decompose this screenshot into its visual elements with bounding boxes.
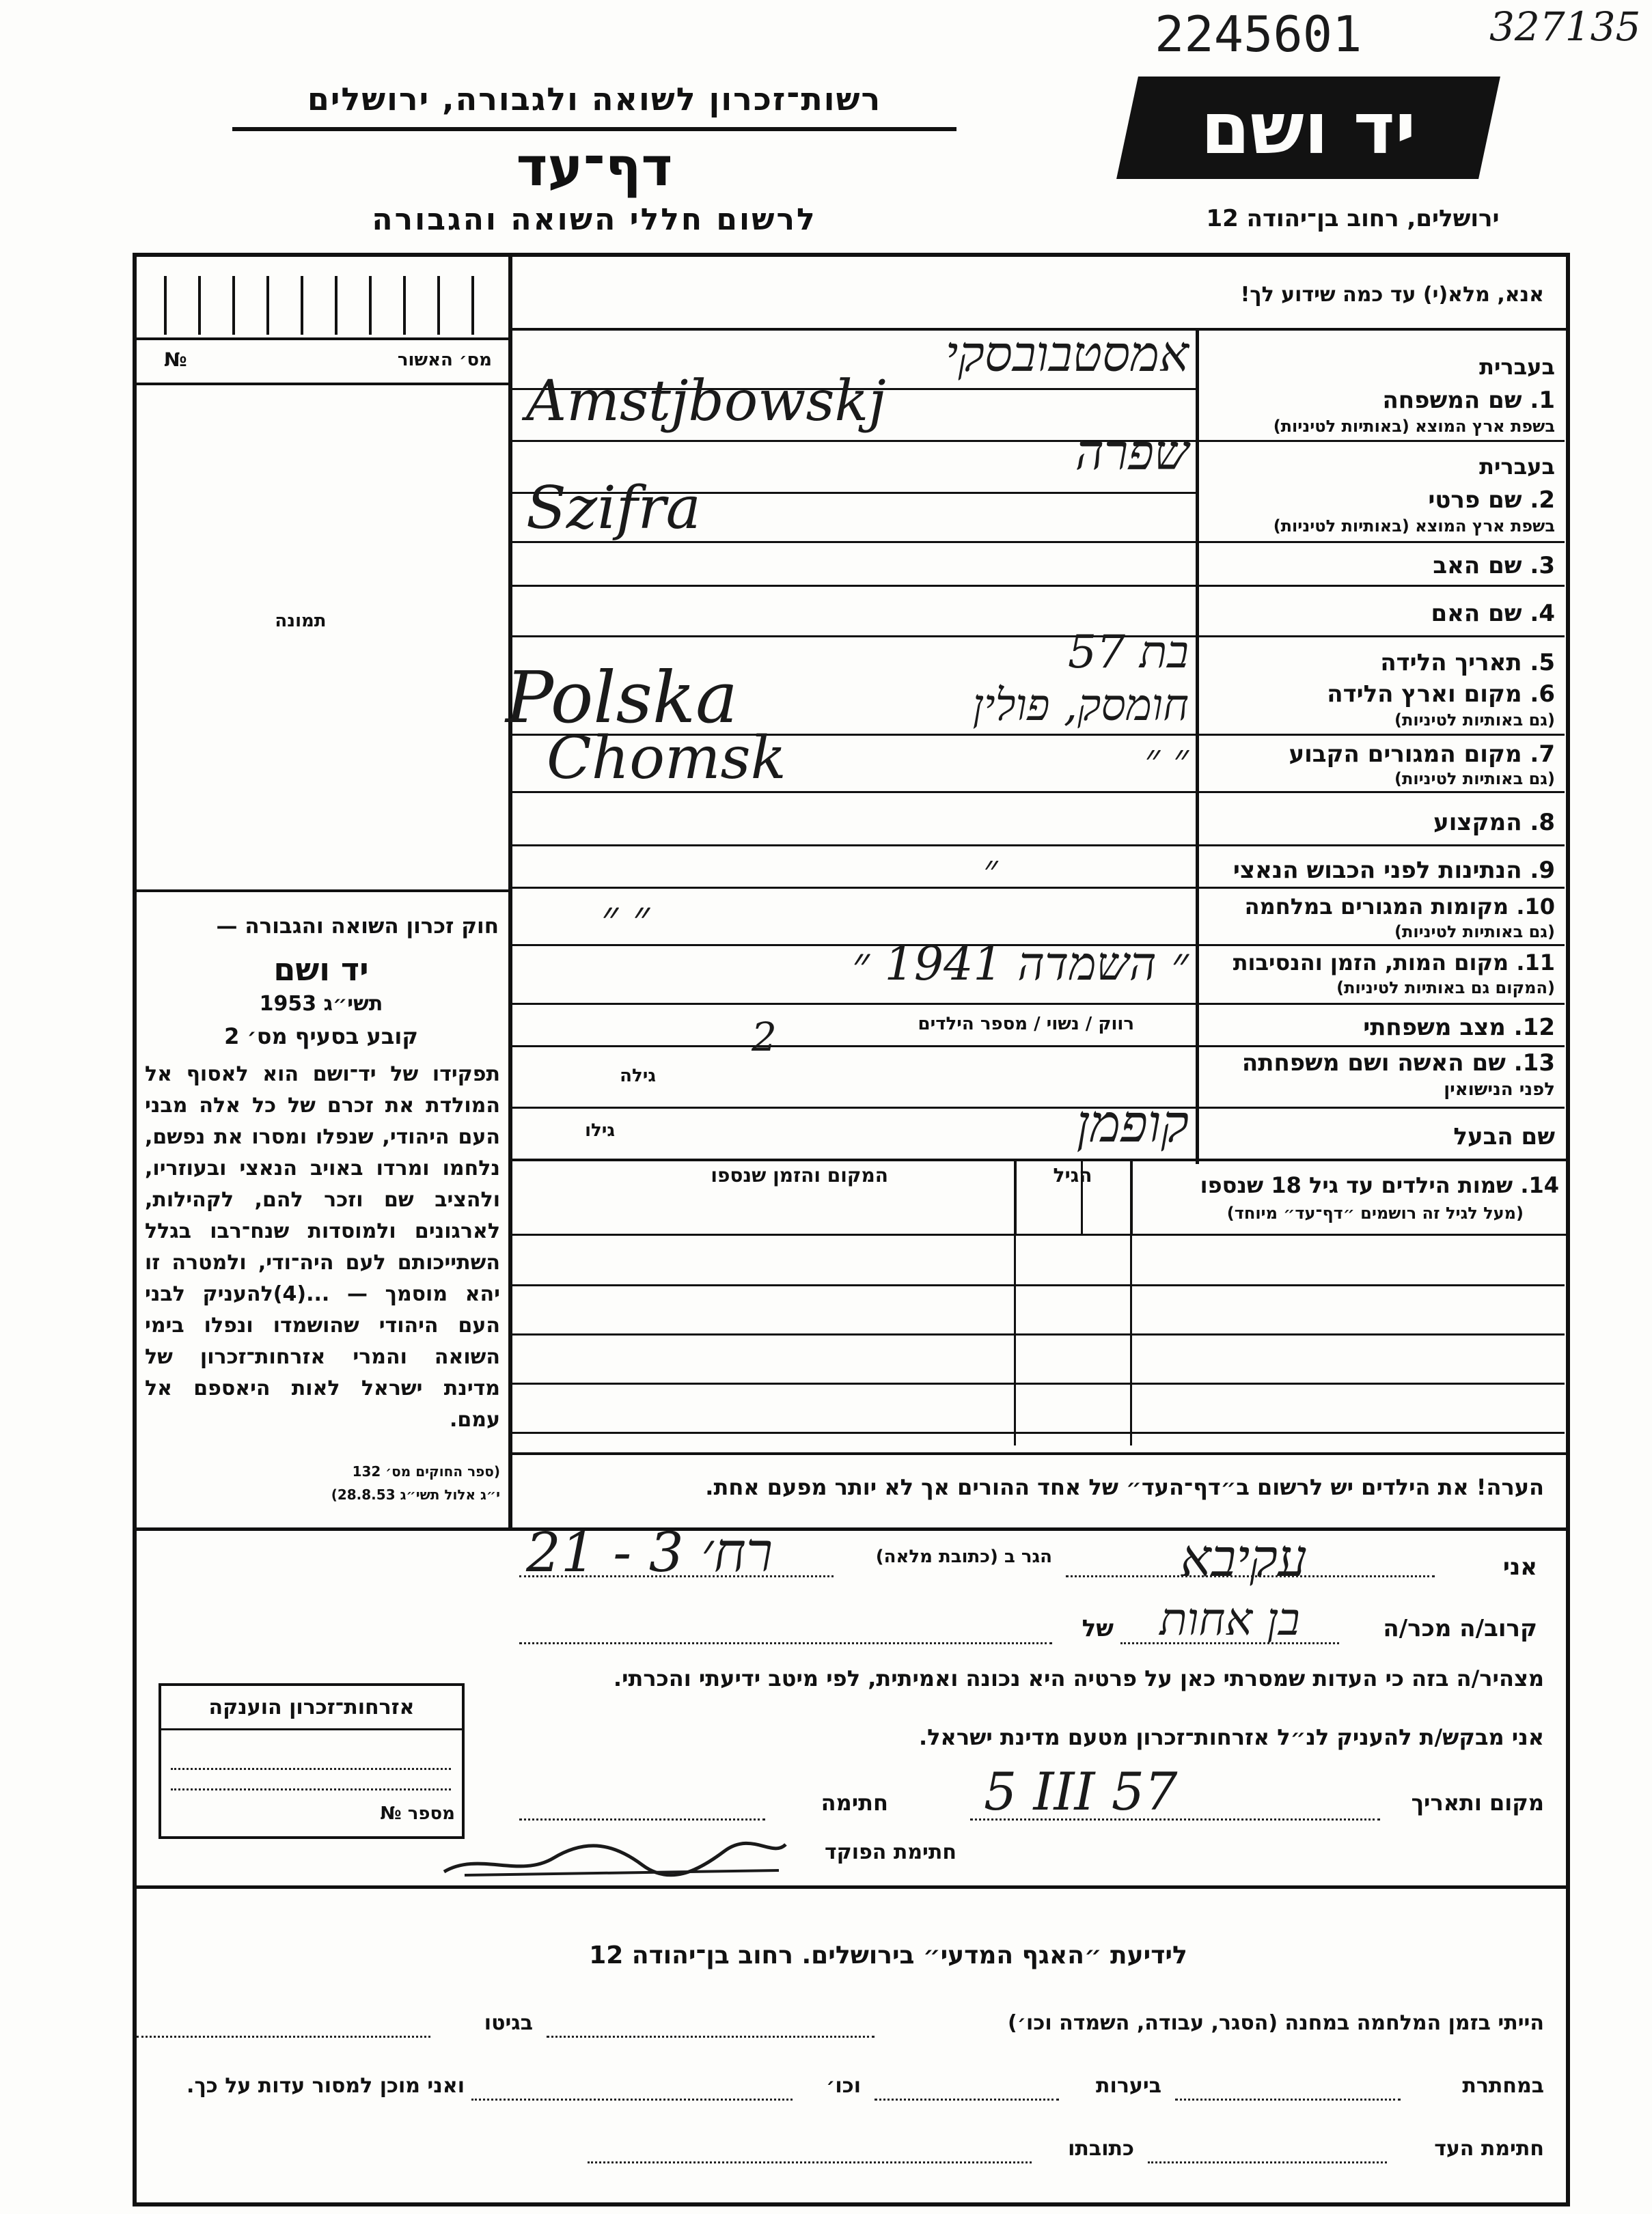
field-9-label <box>1202 857 1555 884</box>
label-rule-12 <box>1196 1045 1565 1047</box>
hw-declarant-address: רח׳ 3 - 21 <box>526 1521 773 1584</box>
law-name: יד ושם <box>273 951 369 988</box>
citizenship-dotted-2 <box>171 1788 451 1790</box>
field-9-num: 9. <box>1530 857 1555 884</box>
hw-birthplace-hebrew: חומסק, פולין <box>972 680 1189 731</box>
footer-forests-line <box>875 2099 1059 2101</box>
label-rule-6 <box>1196 734 1565 736</box>
label-rule-1 <box>1196 440 1565 442</box>
label-rule-13 <box>1196 1107 1565 1109</box>
citizenship-title: אזרחות־זכרון הוענקה <box>208 1696 415 1719</box>
marital-options: רווק / נשוי / מספר הילדים <box>918 1014 1134 1034</box>
signature-line <box>519 1818 765 1821</box>
place-date-label: מקום ותאריך <box>1411 1790 1544 1816</box>
field-11-sub: (המקום גם באותיות לטיניות) <box>1336 978 1555 997</box>
field-2-num: 2. <box>1530 486 1555 514</box>
field-11-num: 11. <box>1516 950 1555 975</box>
citizenship-no: מספר № <box>380 1803 455 1824</box>
children-place-col: המקום והזמן שנספו <box>711 1164 888 1187</box>
hw-surname-latin: Amstjbowskj <box>526 369 886 434</box>
declarant-of: של <box>1082 1615 1114 1642</box>
field-4-text: שם האם <box>1431 600 1522 627</box>
field-6-label <box>1202 680 1555 708</box>
field-1-num: 1. <box>1530 387 1555 414</box>
footer-ghetto: בגיטו <box>484 2011 533 2035</box>
labels-divider <box>1196 331 1199 1164</box>
field-7-text: מקום המגורים הקבוע <box>1289 741 1522 768</box>
field-10-text: מקומות המגורים במלחמה <box>1244 894 1509 919</box>
field-10-num: 10. <box>1516 894 1555 919</box>
field-1-sub: בשפת ארץ המוצא (באותיות לטיניות) <box>1273 417 1555 436</box>
footer-witness-sig: חתימת העד <box>1434 2137 1544 2161</box>
field-11-text: מקום המות, הזמן והנסיבות <box>1233 950 1509 975</box>
footer-etc-line <box>471 2099 793 2101</box>
hw-children-count: 2 <box>752 1014 777 1060</box>
field-12-text: מצב משפחתי <box>1363 1014 1506 1041</box>
declarant-resident: הגר ב (כתובת מלאה) <box>875 1547 1052 1567</box>
instruction: אנא, מלא(י) עד כמה שידוע לך! <box>1240 283 1544 307</box>
field-4-label <box>1202 600 1555 627</box>
approval-label: מס׳ האשור <box>397 350 492 370</box>
law-ref-2: י״ג אלול תשי״ג 28.8.53) <box>331 1486 500 1503</box>
request: אני מבקש/ת להעניק לנ״ל אזרחות־זכרון מטעם מדינת ישראל. <box>919 1724 1544 1750</box>
hw-wartime: ״ ״ <box>601 891 650 943</box>
field-5-text: תאריך הלידה <box>1380 649 1522 676</box>
field-1-heb-tag: בעברית <box>1479 354 1555 380</box>
field-3-label <box>1202 552 1555 579</box>
field-13-num: 13. <box>1513 1049 1555 1077</box>
signature-label: חתימה <box>821 1790 888 1816</box>
field-3-text: שם האב <box>1433 552 1522 579</box>
hw-firstname-latin: Szifra <box>526 474 701 542</box>
hw-death: ״ השמדה 1941 ״ <box>852 937 1189 991</box>
hw-birthplace-latin: Polska <box>506 656 739 739</box>
hw-residence-latin: Chomsk <box>547 724 786 792</box>
husband-age-label: גילו <box>585 1120 615 1141</box>
footer-ready: ואני מוכן למסור עדות על כך. <box>187 2074 465 2098</box>
field-12-num: 12. <box>1513 1014 1555 1041</box>
note: הערה! את הילדים יש לרשום ב״דף־העד״ של אחד ההורים אך לא יותר מפעם אחת. <box>705 1474 1544 1500</box>
field-husband-label <box>1202 1123 1555 1150</box>
footer-title: לידיעת ״האגף המדעי״ בירושלים. רחוב בן־יהודה 12 <box>589 1941 1187 1969</box>
citizenship-box <box>159 1683 465 1839</box>
hw-relation: בן אחות <box>1159 1593 1300 1646</box>
label-rule-3 <box>1196 585 1565 587</box>
field-2-sub: בשפת ארץ המוצא (באותיות לטיניות) <box>1273 516 1555 536</box>
field-1-label <box>1202 387 1555 414</box>
logo-text: יד ושם <box>1200 87 1416 170</box>
citizenship-dotted-1 <box>171 1768 451 1770</box>
form-title: דף־עד <box>516 137 673 198</box>
footer-etc: וכו׳ <box>826 2074 861 2098</box>
field-13-text: שם האשה ושם משפחתה <box>1241 1049 1506 1077</box>
footer-witness-sig-line <box>1148 2161 1387 2163</box>
children-header-sub: (מעל לגיל זה רושמים ״דף־עד״ מיוחד) <box>1226 1204 1524 1223</box>
approval-no: № <box>164 348 187 371</box>
hw-nationality: ״ <box>983 847 998 891</box>
label-rule-11 <box>1196 1003 1565 1005</box>
footer-forests: ביערות <box>1096 2074 1161 2098</box>
declarant-ani: אני <box>1502 1553 1537 1581</box>
hw-husband: קופמן <box>1076 1093 1189 1154</box>
label-rule-2 <box>1196 541 1565 543</box>
field-7-sub: (גם באותיות לטיניות) <box>1394 769 1555 788</box>
declarant-relative: קרוב/ה מכר/ה <box>1383 1615 1537 1642</box>
children-table-top <box>512 1159 1566 1161</box>
field-7-num: 7. <box>1530 741 1555 768</box>
field-3-num: 3. <box>1530 552 1555 579</box>
footer-camp-line <box>547 2036 875 2038</box>
footer-rule <box>137 1885 1566 1889</box>
label-rule-10 <box>1196 944 1565 946</box>
field-10-sub: (גם באותיות לטיניות) <box>1394 922 1555 941</box>
field-1-text: שם המשפחה <box>1382 387 1522 414</box>
field-2-heb-tag: בעברית <box>1479 454 1555 480</box>
field-6-text: מקום וארץ הלידה <box>1327 680 1522 708</box>
field-labels <box>1202 331 1565 1164</box>
hw-firstname-hebrew: שפרה <box>1075 424 1189 481</box>
stamp-number: 2245601 <box>1155 5 1362 63</box>
children-age-col: הגיל <box>1053 1164 1092 1187</box>
field-2-text: שם פרטי <box>1428 486 1522 514</box>
label-rule-8 <box>1196 844 1565 846</box>
law-clause: קובע בסעיף מס׳ 2 <box>224 1023 418 1049</box>
children-col-divider-1 <box>1130 1159 1133 1235</box>
hw-birth: בת 57 <box>1067 626 1189 678</box>
children-header: 14. שמות הילדים עד גיל 18 שנספו <box>1200 1172 1559 1198</box>
law-ref-1: (ספר החוקים מס׳ 132 <box>352 1463 500 1480</box>
law-year: תשי״ג 1953 <box>259 992 383 1016</box>
org-line: רשות־זכרון לשואה ולגבורה, ירושלים <box>307 81 882 117</box>
footer-ghetto-line <box>137 2036 430 2038</box>
officer-signature-label: חתימת הפוקד <box>825 1840 956 1864</box>
law-title: חוק זכרון השואה והגבורה — <box>216 914 499 939</box>
org-underline <box>232 127 956 131</box>
children-col-divider-2 <box>1014 1159 1017 1235</box>
officer-signature <box>437 1824 793 1885</box>
field-2-label <box>1202 486 1555 514</box>
field-6-sub: (גם באותיות לטיניות) <box>1394 710 1555 730</box>
label-rule-9 <box>1196 887 1565 889</box>
field-12-label <box>1202 1014 1555 1041</box>
declaration: מצהיר/ה בזה כי העדות שמסרתי כאן על פרטיה היא נכונה ואמיתית, לפי מיטב ידיעתי והכרתי. <box>613 1665 1544 1691</box>
field-8-text: המקצוע <box>1433 809 1522 836</box>
field-6-num: 6. <box>1530 680 1555 708</box>
field-7-label <box>1202 741 1555 768</box>
photo-rule <box>137 889 508 892</box>
wife-age-label: גילה <box>620 1066 656 1086</box>
label-rule-4 <box>1196 635 1565 637</box>
footer-address-line <box>588 2161 1032 2163</box>
hw-surname-hebrew: אמסטבובסקי <box>945 325 1189 383</box>
form-subtitle: לרשום חללי השואה והגבורה <box>372 202 817 237</box>
note-rule-top <box>512 1452 1566 1455</box>
address: ירושלים, רחוב בן־יהודה 12 <box>1206 205 1500 232</box>
field-5-num: 5. <box>1530 649 1555 676</box>
field-8-label <box>1202 809 1555 836</box>
corner-number: 327135 <box>1489 3 1641 50</box>
field-10-label <box>1202 894 1555 919</box>
field-5-label <box>1202 649 1555 676</box>
footer-underground-line <box>1175 2099 1401 2101</box>
field-13-label <box>1202 1049 1555 1077</box>
field-8-num: 8. <box>1530 809 1555 836</box>
law-text: תפקידו של יד־ושם הוא לאסוף אל המולדת את זכרם של כל אלה מבני העם היהודי, שנפלו ומסרו את נפשם, נלחמו ומרדו באויב הנאצי ובעוזריו, ולהציב שם וזכר להם, לקהילות, לארגונים ולמוסדות שנח־רבו בגלל השתייכותם לעם היה־ודי, ולמטרה זו יהא מוסמך — ...(4)להעניק לבני העם היהודי שהושמדו ונפלו בימי השואה והמרי אזרחות־זכרון של מדינת ישראל לאות היאספם אל עמם. <box>145 1062 500 1432</box>
of-line <box>519 1642 1052 1644</box>
field-4-num: 4. <box>1530 600 1555 627</box>
hw-date: 5 III 57 <box>984 1761 1178 1822</box>
label-rule-7 <box>1196 791 1565 793</box>
photo-label: תמונה <box>275 611 327 631</box>
approval-ticks <box>157 276 492 337</box>
hw-residence-hebrew: ״ ״ <box>1144 735 1189 783</box>
field-9-text: הנתינות לפני הכבוש הנאצי <box>1233 857 1522 884</box>
field-11-label <box>1202 950 1555 975</box>
approval-rule <box>137 383 508 385</box>
footer-camp: הייתי בזמן המלחמה במחנה (הסגר, עבודה, השמדה וכו׳) <box>1008 2011 1544 2035</box>
field-husband-text: שם הבעל <box>1453 1123 1555 1150</box>
field-13-sub: לפני הנישואין <box>1444 1079 1555 1100</box>
footer-underground: במחתרת <box>1462 2074 1544 2098</box>
hw-declarant-name: עקיבא <box>1180 1527 1307 1588</box>
children-rows <box>512 1234 1565 1445</box>
footer-address: כתובתו <box>1068 2137 1134 2161</box>
approval-rule-top <box>137 337 508 340</box>
